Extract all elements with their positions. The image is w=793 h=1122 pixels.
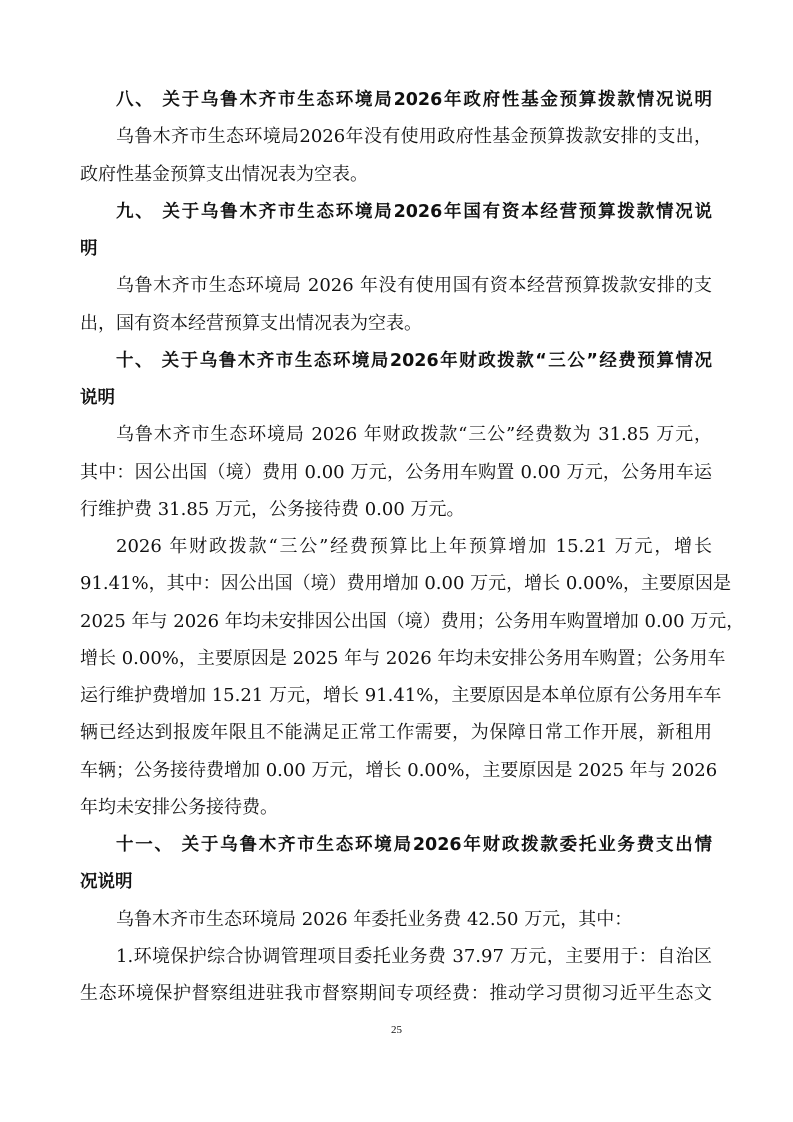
section-heading-line: 况说明: [80, 872, 133, 893]
paragraph-line: 生态环境保护督察组进驻我市督察期间专项经费：推动学习贯彻习近平生态文: [80, 983, 712, 1004]
section-heading-line: 明: [80, 239, 98, 259]
paragraph-line: 运行维护费增加 15.21 万元，增长 91.41%，主要原因是本单位原有公务用车车: [80, 685, 722, 706]
paragraph-line: 增长 0.00%，主要原因是 2025 年与 2026 年均未安排公务用车购置；公务用车: [80, 647, 726, 669]
paragraph-line: 乌鲁木齐市生态环境局 2026 年没有使用国有资本经营预算拨款安排的支: [116, 275, 712, 297]
paragraph-line: 出，国有资本经营预算支出情况表为空表。: [80, 312, 422, 334]
paragraph-line: 年均未安排公务接待费。: [80, 796, 278, 818]
paragraph-line: 2025 年与 2026 年均未安排因公出国（境）费用；公务用车购置增加 0.00 万元，: [80, 610, 745, 632]
paragraph-line: 辆已经达到报废年限且不能满足正常工作需要，为保障日常工作开展，新租用: [80, 722, 712, 744]
section-heading-line: 九、 关于乌鲁木齐市生态环境局2026年国有资本经营预算拨款情况说: [116, 201, 712, 222]
paragraph-line: 91.41%，其中：因公出国（境）费用增加 0.00 万元，增长 0.00%，主要原因是: [80, 573, 732, 595]
paragraph-line: 政府性基金预算支出情况表为空表。: [80, 163, 368, 185]
paragraph-line: 2026 年财政拨款“三公”经费预算比上年预算增加 15.21 万元，增长: [116, 536, 712, 557]
paragraph-line: 乌鲁木齐市生态环境局 2026 年委托业务费 42.50 万元，其中：: [116, 908, 633, 930]
paragraph-line: 行维护费 31.85 万元，公务接待费 0.00 万元。: [80, 498, 465, 520]
paragraph-line: 乌鲁木齐市生态环境局2026年没有使用政府性基金预算拨款安排的支出，: [116, 126, 712, 148]
paragraph-line: 乌鲁木齐市生态环境局 2026 年财政拨款“三公”经费数为 31.85 万元，: [116, 424, 712, 446]
section-heading-line: 十、 关于乌鲁木齐市生态环境局2026年财政拨款“三公”经费预算情况: [116, 350, 712, 371]
page-number: 25: [391, 1024, 402, 1036]
paragraph-line: 1.环境保护综合协调管理项目委托业务费 37.97 万元，主要用于：自治区: [116, 945, 712, 967]
paragraph-line: 车辆；公务接待费增加 0.00 万元，增长 0.00%，主要原因是 2025 年与 2026: [80, 759, 718, 781]
section-heading-line: 十一、 关于乌鲁木齐市生态环境局2026年财政拨款委托业务费支出情: [116, 835, 712, 855]
paragraph-line: 其中：因公出国（境）费用 0.00 万元，公务用车购置 0.00 万元，公务用车运: [80, 461, 712, 483]
section-heading-line: 八、 关于乌鲁木齐市生态环境局2026年政府性基金预算拨款情况说明: [116, 90, 712, 110]
section-heading-line: 说明: [80, 388, 115, 408]
